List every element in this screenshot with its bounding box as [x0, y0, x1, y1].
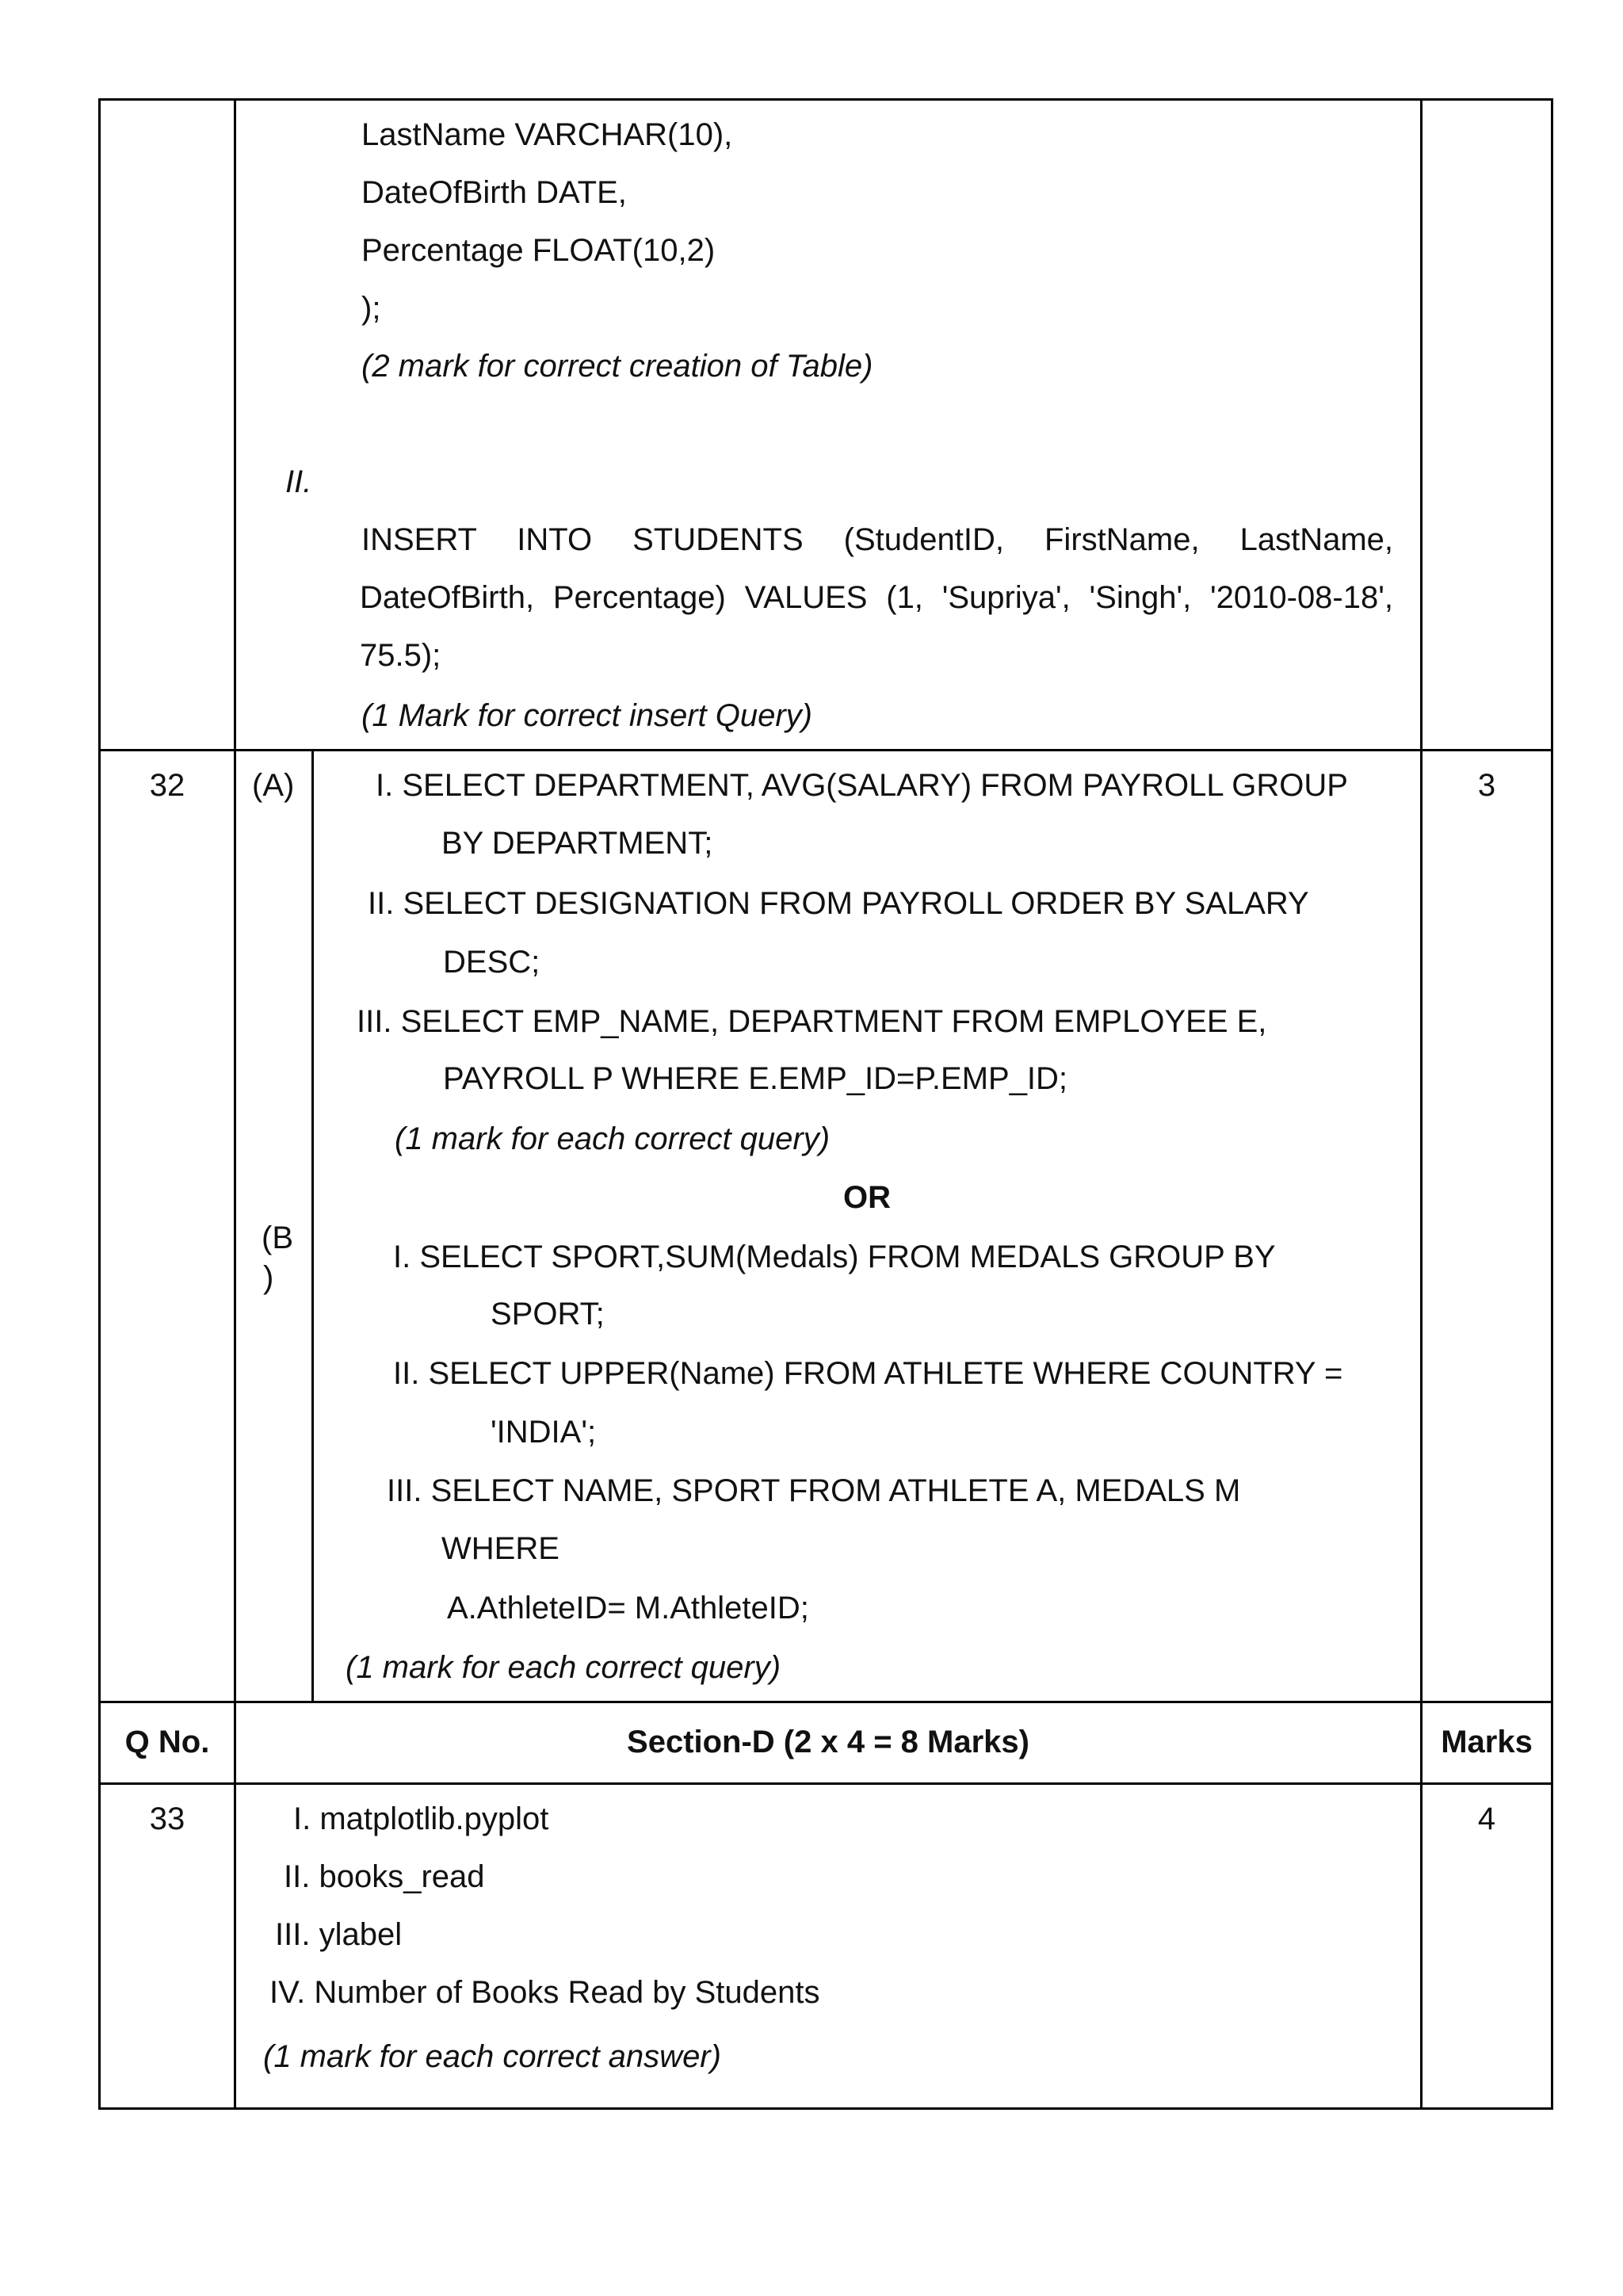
column-divider-qno: [234, 98, 236, 2110]
header-qno: Q No.: [124, 1725, 210, 1759]
code-line: );: [361, 291, 381, 326]
marking-note: (1 mark for each correct query): [395, 1121, 831, 1156]
sql-answer-line: SPORT;: [491, 1297, 605, 1331]
sql-answer-line: DESC;: [443, 945, 540, 980]
question-number: 33: [149, 1801, 185, 1836]
sql-answer-line: II. SELECT UPPER(Name) FROM ATHLETE WHERE COUNTRY =: [393, 1356, 1343, 1391]
sql-answer-line: 'INDIA';: [491, 1415, 597, 1450]
code-line: Percentage FLOAT(10,2): [361, 233, 716, 268]
table-border-top: [98, 98, 1553, 101]
sub-column-divider-32: [311, 749, 314, 1702]
code-line: DateOfBirth DATE,: [361, 175, 627, 210]
row-divider-32: [98, 749, 1553, 751]
question-marks: 3: [1477, 768, 1496, 803]
sql-answer-line: III. SELECT NAME, SPORT FROM ATHLETE A, MEDALS M: [387, 1473, 1241, 1508]
sql-answer-line: III. SELECT EMP_NAME, DEPARTMENT FROM EMPLOYEE E,: [357, 1004, 1267, 1039]
sql-answer-line: I. SELECT SPORT,SUM(Medals) FROM MEDALS GROUP BY: [393, 1240, 1276, 1274]
insert-query-line: DateOfBirth, Percentage) VALUES (1, 'Supriya', 'Singh', '2010-08-18',: [360, 580, 1393, 615]
sql-answer-line: II. SELECT DESIGNATION FROM PAYROLL ORDER BY SALARY: [368, 886, 1309, 921]
sql-answer-line: PAYROLL P WHERE E.EMP_ID=P.EMP_ID;: [443, 1061, 1068, 1096]
marking-note: (2 mark for correct creation of Table): [361, 349, 873, 384]
sql-answer-line: BY DEPARTMENT;: [441, 826, 713, 861]
marking-note: (1 mark for each correct query): [346, 1650, 781, 1685]
insert-query-line: 75.5);: [360, 638, 441, 673]
answer-line: I. matplotlib.pyplot: [293, 1801, 549, 1836]
option-label-a: (A): [252, 768, 295, 803]
header-marks: Marks: [1441, 1725, 1533, 1759]
part-label: II.: [285, 464, 312, 499]
code-line: LastName VARCHAR(10),: [361, 117, 733, 152]
table-border-right: [1551, 98, 1553, 2110]
question-marks: 4: [1477, 1801, 1496, 1836]
or-divider: OR: [843, 1180, 891, 1215]
sql-answer-line: WHERE: [441, 1531, 559, 1566]
insert-query-line: INSERT INTO STUDENTS (StudentID, FirstName, LastName,: [361, 522, 1393, 557]
option-label-b: (B: [262, 1221, 293, 1255]
answer-line: II. books_read: [284, 1859, 485, 1894]
marking-note: (1 mark for each correct answer): [263, 2039, 721, 2074]
option-label-b: ): [263, 1260, 274, 1295]
answer-line: IV. Number of Books Read by Students: [269, 1975, 820, 2010]
question-number: 32: [149, 768, 185, 803]
section-title: Section-D (2 x 4 = 8 Marks): [627, 1725, 1029, 1759]
answer-line: III. ylabel: [275, 1917, 403, 1952]
marking-note: (1 Mark for correct insert Query): [361, 698, 813, 733]
sql-answer-line: A.AthleteID= M.AthleteID;: [447, 1591, 809, 1626]
table-border-bottom: [98, 2107, 1553, 2110]
row-divider-section-header: [98, 1701, 1553, 1703]
sql-answer-line: I. SELECT DEPARTMENT, AVG(SALARY) FROM PAYROLL GROUP: [376, 768, 1348, 803]
row-divider-33: [98, 1782, 1553, 1785]
